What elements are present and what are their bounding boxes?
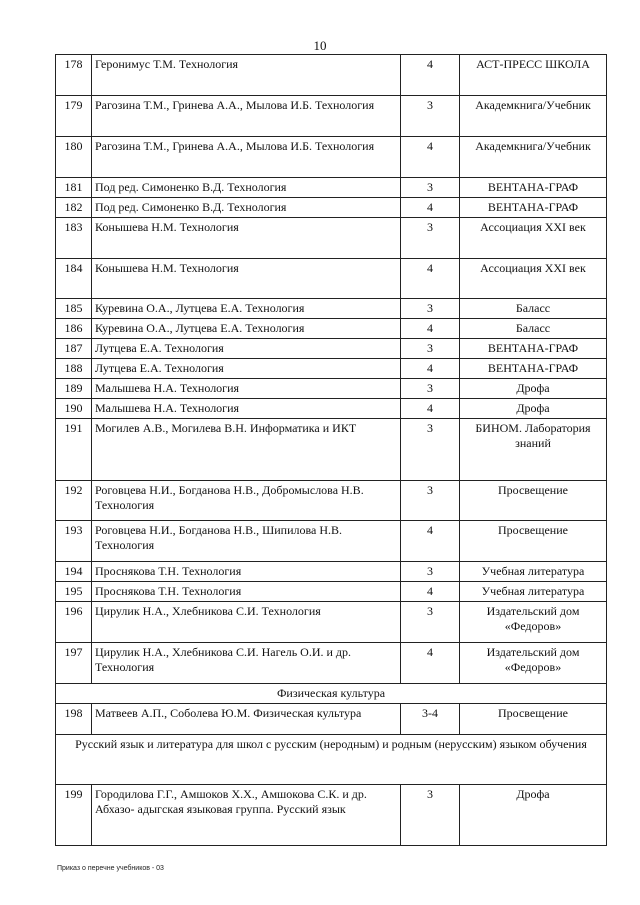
grade: 3 [401,218,460,259]
table-row [56,198,607,218]
publisher: Баласс [460,319,607,339]
table-row [56,55,607,96]
row-number: 186 [56,319,92,339]
row-number: 192 [56,481,92,521]
grade: 4 [401,521,460,562]
grade: 3 [401,562,460,582]
publisher: БИНОМ. Лаборатория знаний [460,419,607,481]
table-row [56,562,607,582]
row-number: 190 [56,399,92,419]
publisher: ВЕНТАНА-ГРАФ [460,198,607,218]
row-number: 182 [56,198,92,218]
row-number: 198 [56,704,92,735]
row-number: 179 [56,96,92,137]
table-row [56,379,607,399]
table-row [56,602,607,643]
book-title: Роговцева Н.И., Богданова Н.В., Шипилова Н.В. Технология [92,521,401,562]
table-row [56,178,607,198]
section-heading-russian: Русский язык и литература для школ с русским (неродным) и родным (нерусским) языком обучения [56,735,607,785]
grade: 3 [401,481,460,521]
publisher: Академкнига/Учебник [460,137,607,178]
publisher: Издательский дом «Федоров» [460,643,607,684]
publisher: ВЕНТАНА-ГРАФ [460,178,607,198]
section-row [56,735,607,785]
book-title: Проснякова Т.Н. Технология [92,582,401,602]
table-row [56,399,607,419]
table-row [56,137,607,178]
row-number: 184 [56,259,92,299]
publisher: Дрофа [460,399,607,419]
table-row [56,582,607,602]
row-number: 185 [56,299,92,319]
table-row [56,785,607,846]
grade: 3 [401,379,460,399]
table-row [56,299,607,319]
grade: 4 [401,259,460,299]
grade: 4 [401,198,460,218]
publisher: Ассоциация XXI век [460,218,607,259]
footer-note: Приказ о перечне учебников - 03 [57,865,164,872]
row-number: 189 [56,379,92,399]
row-number: 183 [56,218,92,259]
book-title: Куревина О.А., Лутцева Е.А. Технология [92,319,401,339]
grade: 3 [401,602,460,643]
book-title: Цирулик Н.А., Хлебникова С.И. Нагель О.И. и др. Технология [92,643,401,684]
table-row [56,643,607,684]
page-number: 10 [313,38,327,53]
row-number: 195 [56,582,92,602]
publisher: Просвещение [460,481,607,521]
book-title: Матвеев А.П., Соболева Ю.М. Физическая культура [92,704,401,735]
publisher: ВЕНТАНА-ГРАФ [460,339,607,359]
grade: 4 [401,55,460,96]
row-number: 178 [56,55,92,96]
grade: 3-4 [401,704,460,735]
table-row [56,481,607,521]
grade: 3 [401,178,460,198]
grade: 4 [401,399,460,419]
publisher: Ассоциация XXI век [460,259,607,299]
book-title: Под ред. Симоненко В.Д. Технология [92,178,401,198]
book-title: Городилова Г.Г., Амшоков Х.Х., Амшокова С.К. и др. Абхазо- адыгская языковая группа. Русский язык [92,785,401,846]
book-title: Куревина О.А., Лутцева Е.А. Технология [92,299,401,319]
row-number: 197 [56,643,92,684]
table-row [56,259,607,299]
publisher: ВЕНТАНА-ГРАФ [460,359,607,379]
grade: 4 [401,137,460,178]
book-title: Рагозина Т.М., Гринева А.А., Мылова И.Б. Технология [92,137,401,178]
book-title: Малышева Н.А. Технология [92,399,401,419]
publisher: Издательский дом «Федоров» [460,602,607,643]
publisher: Учебная литература [460,562,607,582]
grade: 3 [401,96,460,137]
publisher: Дрофа [460,379,607,399]
publisher: Баласс [460,299,607,319]
textbook-table [55,54,607,846]
row-number: 180 [56,137,92,178]
book-title: Лутцева Е.А. Технология [92,339,401,359]
book-title: Цирулик Н.А., Хлебникова С.И. Технология [92,602,401,643]
table-row [56,704,607,735]
row-number: 193 [56,521,92,562]
table-row [56,339,607,359]
table-row [56,319,607,339]
book-title: Конышева Н.М. Технология [92,218,401,259]
table-row [56,521,607,562]
publisher: Учебная литература [460,582,607,602]
publisher: АСТ-ПРЕСС ШКОЛА [460,55,607,96]
row-number: 187 [56,339,92,359]
section-row [56,684,607,704]
table-row [56,96,607,137]
row-number: 191 [56,419,92,481]
book-title: Конышева Н.М. Технология [92,259,401,299]
table-row [56,218,607,259]
book-title: Рагозина Т.М., Гринева А.А., Мылова И.Б. Технология [92,96,401,137]
grade: 4 [401,319,460,339]
grade: 3 [401,299,460,319]
publisher: Просвещение [460,704,607,735]
grade: 4 [401,643,460,684]
book-title: Лутцева Е.А. Технология [92,359,401,379]
book-title: Могилев А.В., Могилева В.Н. Информатика и ИКТ [92,419,401,481]
grade: 3 [401,419,460,481]
book-title: Под ред. Симоненко В.Д. Технология [92,198,401,218]
grade: 3 [401,785,460,846]
table-row [56,359,607,379]
publisher: Просвещение [460,521,607,562]
book-title: Проснякова Т.Н. Технология [92,562,401,582]
grade: 4 [401,359,460,379]
row-number: 188 [56,359,92,379]
row-number: 181 [56,178,92,198]
section-heading-pe: Физическая культура [56,684,607,704]
book-title: Геронимус Т.М. Технология [92,55,401,96]
grade: 3 [401,339,460,359]
row-number: 199 [56,785,92,846]
publisher: Академкнига/Учебник [460,96,607,137]
book-title: Роговцева Н.И., Богданова Н.В., Добромыслова Н.В. Технология [92,481,401,521]
row-number: 196 [56,602,92,643]
publisher: Дрофа [460,785,607,846]
book-title: Малышева Н.А. Технология [92,379,401,399]
table-row [56,419,607,481]
grade: 4 [401,582,460,602]
row-number: 194 [56,562,92,582]
